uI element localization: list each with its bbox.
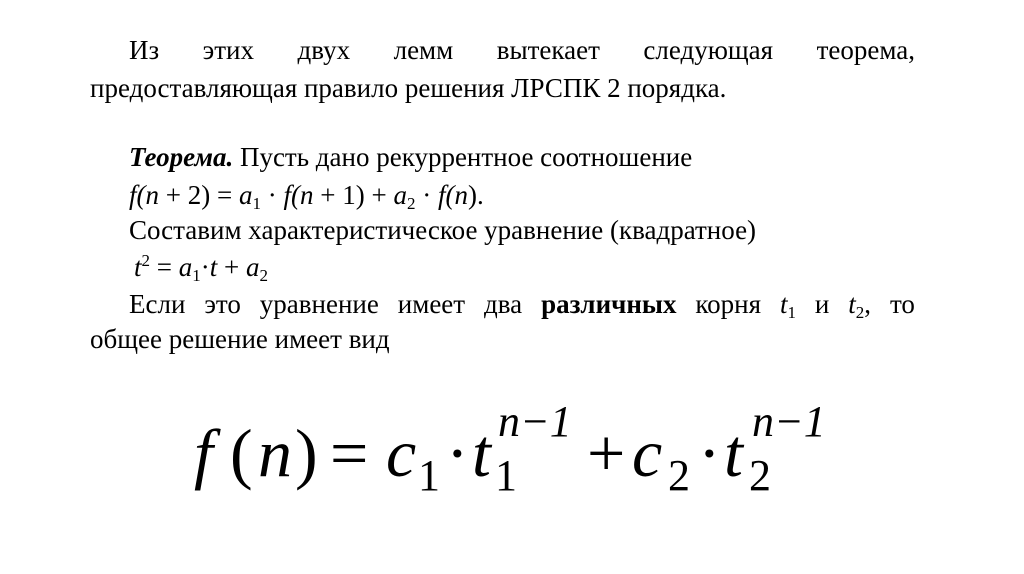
formula-t2-sub: 2 xyxy=(749,451,771,500)
formula-rparen: ) xyxy=(295,415,318,491)
char-equation xyxy=(134,250,268,284)
intro-word: лемм xyxy=(393,35,454,65)
ce-a1: a xyxy=(178,252,193,282)
root-t2 xyxy=(848,287,871,321)
ce-t: t xyxy=(134,252,142,282)
theorem-statement: Пусть дано рекуррентное соотношение xyxy=(233,142,693,172)
root-t2-letter: t xyxy=(848,289,856,319)
rec-end: ). xyxy=(467,180,484,210)
roots-word: корня xyxy=(695,289,762,319)
theorem-label: Теорема. xyxy=(129,142,234,172)
general-solution-formula xyxy=(180,398,840,508)
rec-a2-sub: 2 xyxy=(406,194,416,213)
intro-word: двух xyxy=(297,35,351,65)
roots-word: два xyxy=(484,289,523,319)
ce-t2: t xyxy=(209,252,218,282)
root-comma: , xyxy=(864,289,872,319)
rec-n2: (n xyxy=(290,180,314,210)
formula-t2-sup xyxy=(752,397,826,446)
formula-t2-sup-text: n−1 xyxy=(752,397,826,446)
intro-word: следующая xyxy=(643,35,774,65)
root-t2-sub: 2 xyxy=(855,303,865,322)
rec-f: f xyxy=(129,180,137,210)
ce-a2: a xyxy=(246,252,260,282)
ce-exp: 2 xyxy=(141,251,151,270)
roots-line xyxy=(129,287,915,321)
general-solution-line: общее решение имеет вид xyxy=(90,324,390,354)
root-t1 xyxy=(780,287,796,321)
intro-word: вытекает xyxy=(496,35,600,65)
ce-dot: · xyxy=(200,252,210,282)
formula-c2: c xyxy=(632,415,663,491)
roots-word: Если xyxy=(129,289,186,319)
rec-dot-1: · xyxy=(260,180,284,210)
theorem-heading xyxy=(129,140,692,174)
rec-p2: + 1) + xyxy=(313,180,394,210)
intro-word: теорема, xyxy=(816,35,915,65)
rec-dot-2: · xyxy=(415,180,438,210)
formula-plus: + xyxy=(587,415,626,491)
rec-a2: a xyxy=(393,180,407,210)
roots-word: уравнение xyxy=(259,289,379,319)
rec-a1-sub: 1 xyxy=(252,194,261,213)
formula-t1-sub: 1 xyxy=(495,451,517,500)
intro-line-1 xyxy=(129,33,915,67)
recurrence-relation xyxy=(129,178,484,212)
ce-a2-sub: 2 xyxy=(259,266,268,285)
ce-eq: = xyxy=(150,252,179,282)
rec-n1: (n xyxy=(136,180,160,210)
rec-f3: f xyxy=(437,180,446,210)
roots-word: то xyxy=(889,289,915,319)
intro-word: Из xyxy=(129,35,160,65)
formula-f: f xyxy=(194,415,213,491)
formula-dot-1: · xyxy=(446,415,469,491)
char-eq-intro: Составим характеристическое уравнение (квадратное) xyxy=(129,215,757,245)
rec-a1: a xyxy=(238,180,253,210)
formula-t1-sup xyxy=(498,397,572,446)
formula-c1: c xyxy=(386,415,417,491)
rec-p1: + 2) = xyxy=(159,180,239,210)
formula-eq: = xyxy=(330,415,369,491)
roots-word: имеет xyxy=(397,289,466,319)
ce-plus: + xyxy=(217,252,246,282)
formula-n: n xyxy=(258,415,292,491)
root-t1-sub: 1 xyxy=(787,303,796,322)
intro-line-2: предоставляющая правило решения ЛРСПК 2 порядка. xyxy=(90,73,727,103)
formula-lparen: ( xyxy=(230,415,253,491)
rec-f2: f xyxy=(283,180,291,210)
root-t1-letter: t xyxy=(779,289,788,319)
roots-word: это xyxy=(204,289,241,319)
formula-c1-sub: 1 xyxy=(418,451,440,500)
rec-n3: (n xyxy=(445,180,468,210)
formula-dot-2: · xyxy=(698,415,721,491)
intro-word: этих xyxy=(202,35,255,65)
formula-t1: t xyxy=(472,415,491,491)
formula-c2-sub: 2 xyxy=(668,451,690,500)
roots-and: и xyxy=(814,289,830,319)
roots-bold-word: различных xyxy=(541,289,677,319)
formula-t1-sup-text: n−1 xyxy=(498,397,572,446)
ce-a1-sub: 1 xyxy=(192,266,201,285)
formula-t2: t xyxy=(724,415,743,491)
